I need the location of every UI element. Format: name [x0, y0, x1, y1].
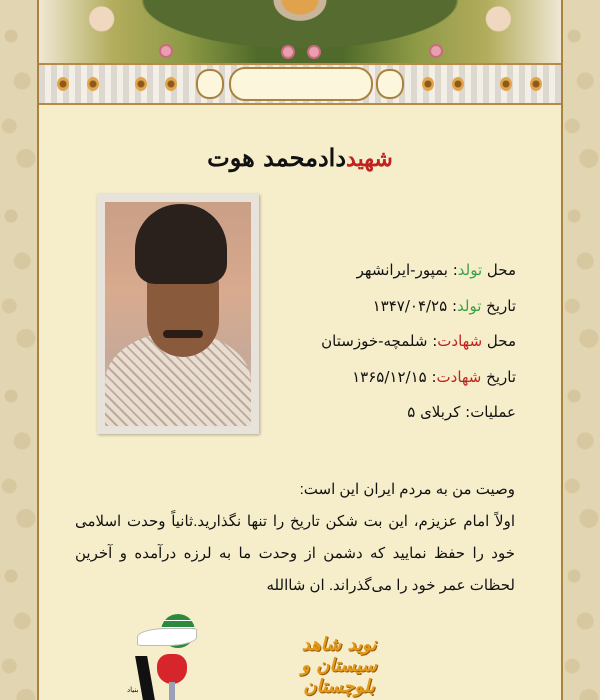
certificate-page: [37, 0, 563, 700]
martyrdom-date-row: [256, 363, 516, 399]
flower-icon: [281, 45, 295, 59]
separator: :: [426, 367, 437, 386]
field-value: شلمچه-خوزستان: [321, 332, 428, 350]
title-cartouche: [229, 67, 373, 101]
field-value: کربلای ۵: [407, 403, 461, 421]
dove-icon: [137, 628, 197, 646]
field-highlight: شهادت: [437, 332, 483, 350]
tulip-icon: [157, 654, 187, 684]
stem-icon: [169, 682, 175, 700]
field-value: بمپور-ایرانشهر: [356, 261, 448, 279]
medallion-icon: [500, 77, 512, 91]
birth-date-row: [256, 292, 516, 328]
quatrefoil-icon: [196, 69, 224, 99]
moustache: [163, 330, 203, 338]
martyr-name: دادمحمد هوت: [207, 143, 347, 172]
medallion-icon: [530, 77, 542, 91]
field-label: تاریخ: [481, 296, 516, 315]
flower-icon: [159, 44, 173, 58]
medallion-icon: [87, 77, 99, 91]
field-highlight: تولد: [457, 261, 483, 279]
field-label: تاریخ: [481, 367, 516, 386]
medallion-icon: [422, 77, 434, 91]
quatrefoil-icon: [376, 69, 404, 99]
field-label: عملیات: [470, 403, 516, 421]
field-value: ۱۳۶۵/۱۲/۱۵: [352, 367, 427, 386]
field-label: محل: [482, 332, 516, 350]
testament-body: اولاً امام عزیزم، این بت شکن تاریخ را تنها نگذارید.ثانیاً وحدت اسلامی خود را حفظ نمایید که دشمن از وحدت ما به لرزه درآمده و آخرین لحظات عمر خود را می‌گذراند. ان شاالله: [75, 513, 515, 594]
left-floral-margin: [0, 0, 37, 700]
birth-place-row: [256, 256, 516, 292]
profile-info: [256, 256, 516, 434]
decorative-band: [39, 65, 561, 105]
title-prefix: شهید: [346, 146, 393, 172]
foundation-logo: [127, 606, 207, 700]
right-floral-margin: [563, 0, 600, 700]
field-label: محل: [482, 261, 516, 279]
top-arabesque-ornament: [39, 0, 561, 65]
field-highlight: شهادت: [436, 367, 482, 386]
flower-icon: [429, 44, 443, 58]
separator: :: [427, 332, 438, 350]
martyrdom-place-row: [256, 327, 516, 363]
field-highlight: تولد: [457, 296, 482, 315]
field-value: ۱۳۴۷/۰۴/۲۵: [372, 296, 448, 315]
medallion-icon: [165, 77, 177, 91]
flower-icon: [307, 45, 321, 59]
page-title: [39, 143, 561, 172]
logo-caption: بنیاد: [127, 686, 139, 694]
separator: :: [460, 403, 471, 421]
organization-name: نوید شاهد سیستان و بلوچستان: [301, 634, 377, 697]
medallion-icon: [135, 77, 147, 91]
separator: :: [447, 261, 458, 279]
testament-text: [75, 474, 515, 602]
portrait-photo: [105, 202, 251, 426]
hair: [135, 204, 227, 284]
medallion-icon: [57, 77, 69, 91]
portrait-photo-frame: [97, 194, 259, 434]
operation-row: [256, 398, 516, 434]
separator: :: [447, 296, 457, 315]
testament-heading: وصیت من به مردم ایران این است:: [299, 481, 515, 498]
medallion-icon: [452, 77, 464, 91]
